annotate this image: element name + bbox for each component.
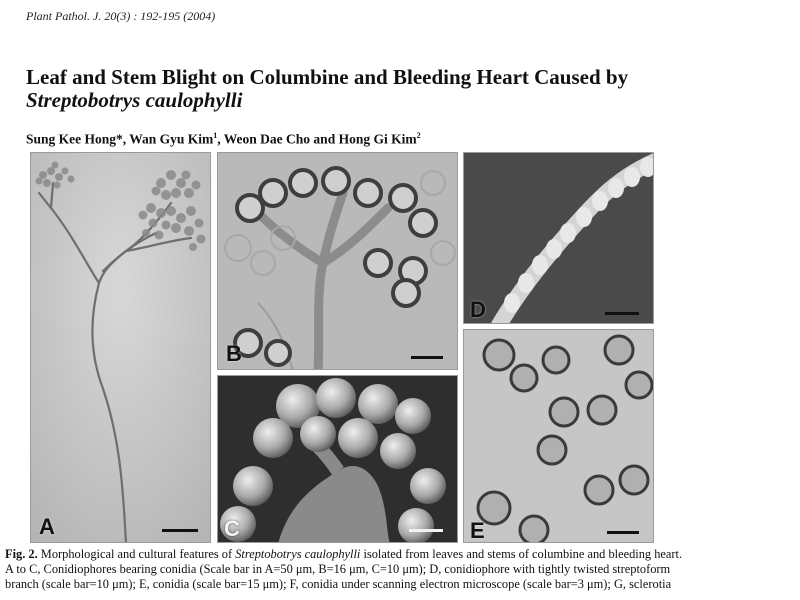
sem-micrograph-c	[218, 376, 458, 543]
caption-line-3: branch (scale bar=10 μm); E, conidia (scale bar=15 μm); F, conidia under scanning electron microscope (scale bar=3 μm); G, sclerotia	[5, 577, 672, 592]
panel-label-d: D	[470, 297, 486, 322]
caption-figure-label: Fig. 2.	[5, 547, 38, 561]
panel-label-a: A	[39, 514, 55, 539]
figure-panel-c	[217, 375, 458, 543]
author-list	[26, 131, 421, 148]
figure-caption	[5, 547, 795, 593]
caption-text-1b: isolated from leaves and stems of columbine and bleeding heart.	[360, 547, 683, 561]
author-affiliation-2: 2	[416, 131, 421, 140]
caption-line-1	[5, 547, 795, 562]
scale-bar-d	[605, 312, 639, 315]
caption-text-1a: Morphological and cultural features of	[37, 547, 236, 561]
panel-label-c: C	[224, 516, 240, 541]
scale-bar-e	[607, 531, 639, 534]
figure-panel-b	[217, 152, 458, 370]
conidiophore-micrograph-b	[218, 153, 458, 370]
figure-panel-d	[463, 152, 654, 324]
figure-panel-a	[30, 152, 211, 543]
scale-bar-b	[411, 356, 443, 359]
authors-part2: , Weon Dae Cho and Hong Gi Kim	[217, 131, 417, 147]
article-title-line1: Leaf and Stem Blight on Columbine and Bleeding Heart Caused by	[26, 65, 629, 89]
figure-panel-e	[463, 329, 654, 543]
scale-bar-c	[409, 529, 443, 532]
article-title	[26, 66, 786, 112]
authors-part1: Sung Kee Hong*, Wan Gyu Kim	[26, 131, 214, 147]
conidiophore-micrograph-a	[31, 153, 211, 543]
streptoform-branch-micrograph-d	[464, 153, 654, 324]
article-title-species: Streptobotrys caulophylli	[26, 88, 243, 112]
scale-bar-a	[162, 529, 198, 532]
author-affiliation-1: 1	[213, 131, 218, 140]
conidia-micrograph-e	[464, 330, 654, 543]
panel-label-e: E	[470, 518, 485, 543]
caption-species-name: Streptobotrys caulophylli	[235, 547, 361, 561]
caption-line-2: A to C, Conidiophores bearing conidia (Scale bar in A=50 μm, B=16 μm, C=10 μm); D, conidiophore with tightly twisted streptoform	[5, 562, 671, 577]
panel-label-b: B	[226, 341, 242, 366]
journal-reference: Plant Pathol. J. 20(3) : 192-195 (2004)	[26, 9, 216, 23]
